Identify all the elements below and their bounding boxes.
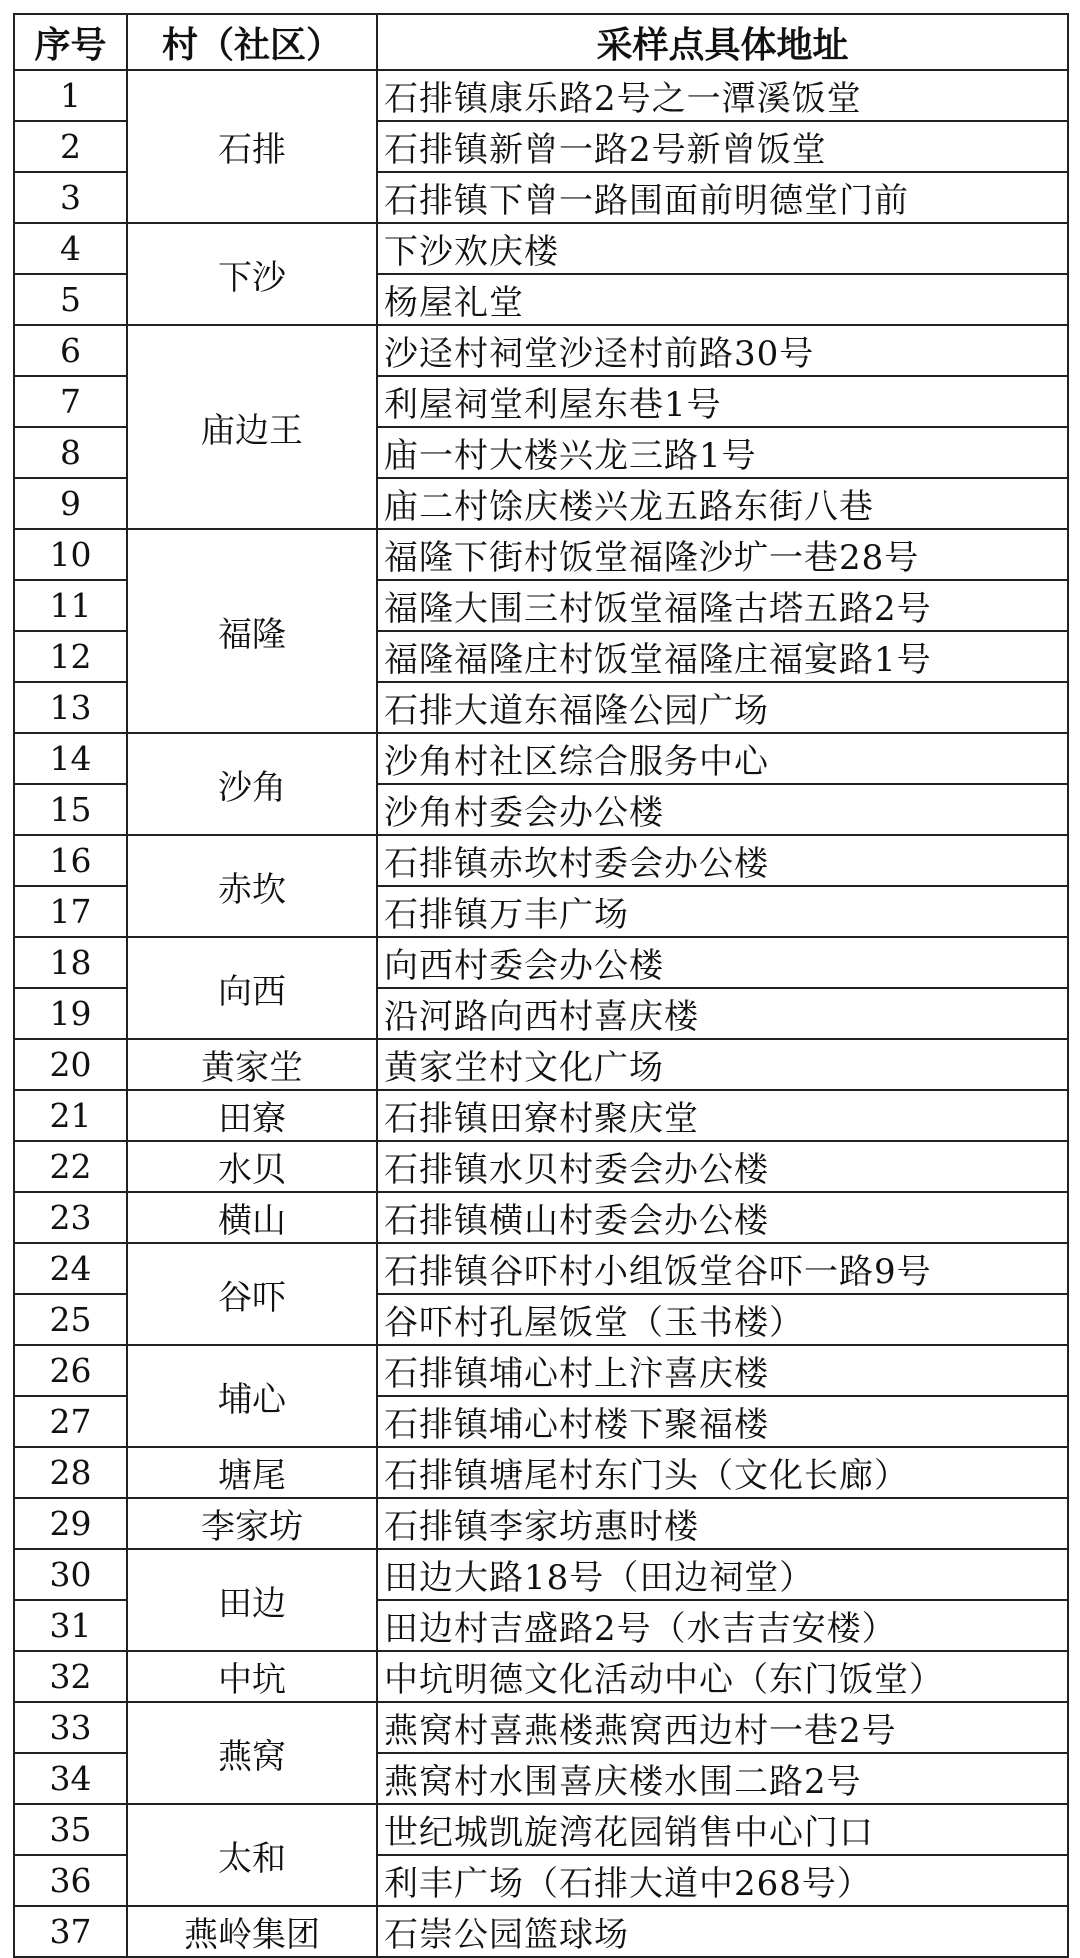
row-index: 26 xyxy=(14,1345,127,1396)
sampling-address: 石排镇谷吓村小组饭堂谷吓一路9号 xyxy=(377,1243,1068,1294)
sampling-address: 石排镇埔心村楼下聚福楼 xyxy=(377,1396,1068,1447)
village-name: 横山 xyxy=(127,1192,377,1243)
village-name: 燕窝 xyxy=(127,1702,377,1804)
row-index: 19 xyxy=(14,988,127,1039)
row-index: 32 xyxy=(14,1651,127,1702)
village-name: 燕岭集团 xyxy=(127,1906,377,1957)
row-index: 29 xyxy=(14,1498,127,1549)
row-index: 21 xyxy=(14,1090,127,1141)
sampling-address: 杨屋礼堂 xyxy=(377,274,1068,325)
row-index: 36 xyxy=(14,1855,127,1906)
row-index: 20 xyxy=(14,1039,127,1090)
village-name: 福隆 xyxy=(127,529,377,733)
row-index: 22 xyxy=(14,1141,127,1192)
sampling-address: 石排镇李家坊惠时楼 xyxy=(377,1498,1068,1549)
village-name: 庙边王 xyxy=(127,325,377,529)
table-row xyxy=(14,1345,1068,1396)
sampling-address: 石排镇埔心村上汴喜庆楼 xyxy=(377,1345,1068,1396)
row-index: 6 xyxy=(14,325,127,376)
table-row xyxy=(14,1549,1068,1600)
sampling-address: 庙二村馀庆楼兴龙五路东街八巷 xyxy=(377,478,1068,529)
sampling-address: 下沙欢庆楼 xyxy=(377,223,1068,274)
sampling-address: 福隆福隆庄村饭堂福隆庄福宴路1号 xyxy=(377,631,1068,682)
table-row xyxy=(14,835,1068,886)
header-address: 采样点具体地址 xyxy=(377,14,1068,70)
village-name: 下沙 xyxy=(127,223,377,325)
row-index: 9 xyxy=(14,478,127,529)
village-name: 石排 xyxy=(127,70,377,223)
row-index: 8 xyxy=(14,427,127,478)
row-index: 25 xyxy=(14,1294,127,1345)
row-index: 18 xyxy=(14,937,127,988)
sampling-address: 沙迳村祠堂沙迳村前路30号 xyxy=(377,325,1068,376)
row-index: 15 xyxy=(14,784,127,835)
row-index: 1 xyxy=(14,70,127,121)
village-name: 李家坊 xyxy=(127,1498,377,1549)
table-row xyxy=(14,1804,1068,1855)
sampling-address: 世纪城凯旋湾花园销售中心门口 xyxy=(377,1804,1068,1855)
sampling-address: 石排镇水贝村委会办公楼 xyxy=(377,1141,1068,1192)
sampling-address: 向西村委会办公楼 xyxy=(377,937,1068,988)
sampling-address: 沿河路向西村喜庆楼 xyxy=(377,988,1068,1039)
row-index: 30 xyxy=(14,1549,127,1600)
sampling-address: 庙一村大楼兴龙三路1号 xyxy=(377,427,1068,478)
sampling-address: 石崇公园篮球场 xyxy=(377,1906,1068,1957)
sampling-address: 石排镇赤坎村委会办公楼 xyxy=(377,835,1068,886)
village-name: 太和 xyxy=(127,1804,377,1906)
sampling-address: 石排镇新曾一路2号新曾饭堂 xyxy=(377,121,1068,172)
row-index: 7 xyxy=(14,376,127,427)
row-index: 37 xyxy=(14,1906,127,1957)
table-row xyxy=(14,70,1068,121)
village-name: 赤坎 xyxy=(127,835,377,937)
table-row xyxy=(14,1498,1068,1549)
sampling-address: 谷吓村孔屋饭堂（玉书楼） xyxy=(377,1294,1068,1345)
row-index: 4 xyxy=(14,223,127,274)
sampling-address: 田边大路18号（田边祠堂） xyxy=(377,1549,1068,1600)
table-row xyxy=(14,1243,1068,1294)
row-index: 14 xyxy=(14,733,127,784)
sampling-address: 福隆大围三村饭堂福隆古塔五路2号 xyxy=(377,580,1068,631)
village-name: 中坑 xyxy=(127,1651,377,1702)
header-village: 村（社区） xyxy=(127,14,377,70)
village-name: 沙角 xyxy=(127,733,377,835)
sampling-address: 燕窝村水围喜庆楼水围二路2号 xyxy=(377,1753,1068,1804)
row-index: 28 xyxy=(14,1447,127,1498)
row-index: 2 xyxy=(14,121,127,172)
sampling-address: 石排镇康乐路2号之一潭溪饭堂 xyxy=(377,70,1068,121)
village-name: 水贝 xyxy=(127,1141,377,1192)
sampling-sites-table xyxy=(13,13,1069,1958)
table-row xyxy=(14,733,1068,784)
sampling-address: 燕窝村喜燕楼燕窝西边村一巷2号 xyxy=(377,1702,1068,1753)
row-index: 11 xyxy=(14,580,127,631)
row-index: 27 xyxy=(14,1396,127,1447)
sampling-address: 田边村吉盛路2号（水吉吉安楼） xyxy=(377,1600,1068,1651)
row-index: 31 xyxy=(14,1600,127,1651)
row-index: 10 xyxy=(14,529,127,580)
table-header-row xyxy=(14,14,1068,70)
village-name: 黄家坣 xyxy=(127,1039,377,1090)
row-index: 16 xyxy=(14,835,127,886)
table-row xyxy=(14,1906,1068,1957)
village-name: 向西 xyxy=(127,937,377,1039)
row-index: 3 xyxy=(14,172,127,223)
row-index: 34 xyxy=(14,1753,127,1804)
table-body xyxy=(14,70,1068,1957)
table-row xyxy=(14,1141,1068,1192)
table-row xyxy=(14,1090,1068,1141)
sampling-address: 石排镇塘尾村东门头（文化长廊） xyxy=(377,1447,1068,1498)
table-row xyxy=(14,223,1068,274)
table-row xyxy=(14,529,1068,580)
sampling-address: 沙角村社区综合服务中心 xyxy=(377,733,1068,784)
row-index: 17 xyxy=(14,886,127,937)
table-row xyxy=(14,1702,1068,1753)
table-row xyxy=(14,1039,1068,1090)
village-name: 谷吓 xyxy=(127,1243,377,1345)
row-index: 13 xyxy=(14,682,127,733)
table-row xyxy=(14,1447,1068,1498)
village-name: 埔心 xyxy=(127,1345,377,1447)
table-row xyxy=(14,1651,1068,1702)
sampling-address: 沙角村委会办公楼 xyxy=(377,784,1068,835)
village-name: 田边 xyxy=(127,1549,377,1651)
sampling-address: 中坑明德文化活动中心（东门饭堂） xyxy=(377,1651,1068,1702)
table-row xyxy=(14,1192,1068,1243)
sampling-address: 石排镇万丰广场 xyxy=(377,886,1068,937)
row-index: 12 xyxy=(14,631,127,682)
sampling-address: 利屋祠堂利屋东巷1号 xyxy=(377,376,1068,427)
sampling-address: 福隆下街村饭堂福隆沙圹一巷28号 xyxy=(377,529,1068,580)
sampling-address: 石排镇田寮村聚庆堂 xyxy=(377,1090,1068,1141)
sampling-address: 石排大道东福隆公园广场 xyxy=(377,682,1068,733)
row-index: 33 xyxy=(14,1702,127,1753)
sampling-table-container xyxy=(13,13,1069,1958)
row-index: 5 xyxy=(14,274,127,325)
sampling-address: 石排镇下曾一路围面前明德堂门前 xyxy=(377,172,1068,223)
row-index: 24 xyxy=(14,1243,127,1294)
header-index: 序号 xyxy=(14,14,127,70)
table-row xyxy=(14,325,1068,376)
sampling-address: 利丰广场（石排大道中268号） xyxy=(377,1855,1068,1906)
sampling-address: 石排镇横山村委会办公楼 xyxy=(377,1192,1068,1243)
sampling-address: 黄家坣村文化广场 xyxy=(377,1039,1068,1090)
row-index: 23 xyxy=(14,1192,127,1243)
village-name: 塘尾 xyxy=(127,1447,377,1498)
village-name: 田寮 xyxy=(127,1090,377,1141)
row-index: 35 xyxy=(14,1804,127,1855)
table-row xyxy=(14,937,1068,988)
